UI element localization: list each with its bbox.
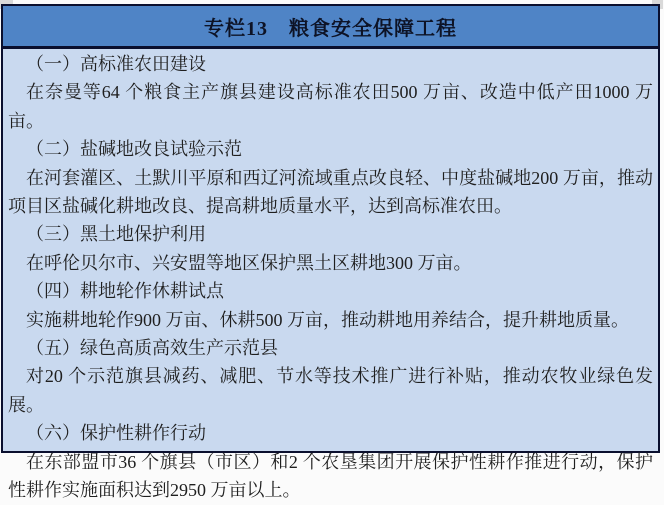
panel-header <box>1 4 660 48</box>
panel-body <box>1 48 660 501</box>
section-heading: （一）高标准农田建设 <box>26 54 206 74</box>
section-body: 对20 个示范旗县减药、减肥、节水等技术推广进行补贴，推动农牧业绿色发展。 <box>8 366 653 415</box>
section-2 <box>8 135 653 220</box>
section-3 <box>8 220 653 277</box>
section-heading: （六）保护性耕作行动 <box>26 423 206 444</box>
section-1 <box>8 50 653 135</box>
section-body: 在呼伦贝尔市、兴安盟等地区保护黑土区耕地300 万亩。 <box>26 252 472 273</box>
section-body: 实施耕地轮作900 万亩、休耕500 万亩，推动耕地用养结合，提升耕地质量。 <box>26 309 629 330</box>
section-5 <box>8 334 653 419</box>
section-heading: （五）绿色高质高效生产示范县 <box>26 338 278 359</box>
section-4 <box>8 277 653 334</box>
section-body: 在河套灌区、土默川平原和西辽河流域重点改良轻、中度盐碱地200 万亩，推动项目区盐碱化耕地改良、提高耕地质量水平，达到高标准农田。 <box>8 167 653 217</box>
section-heading: （四）耕地轮作休耕试点 <box>26 281 224 302</box>
panel-title: 专栏13 粮食安全保障工程 <box>204 17 457 40</box>
policy-column-box <box>1 4 660 501</box>
section-body: 在奈曼等64 个粮食主产旗县建设高标准农田500 万亩、改造中低产田1000 万亩。 <box>8 82 653 131</box>
section-6 <box>8 419 653 504</box>
section-heading: （三）黑土地保护利用 <box>26 224 206 245</box>
section-body: 在东部盟市36 个旗县（市区）和2 个农垦集团开展保护性耕作推进行动，保护性耕作实施面积达到2950 万亩以上。 <box>8 451 653 501</box>
section-heading: （二）盐碱地改良试验示范 <box>26 139 242 160</box>
